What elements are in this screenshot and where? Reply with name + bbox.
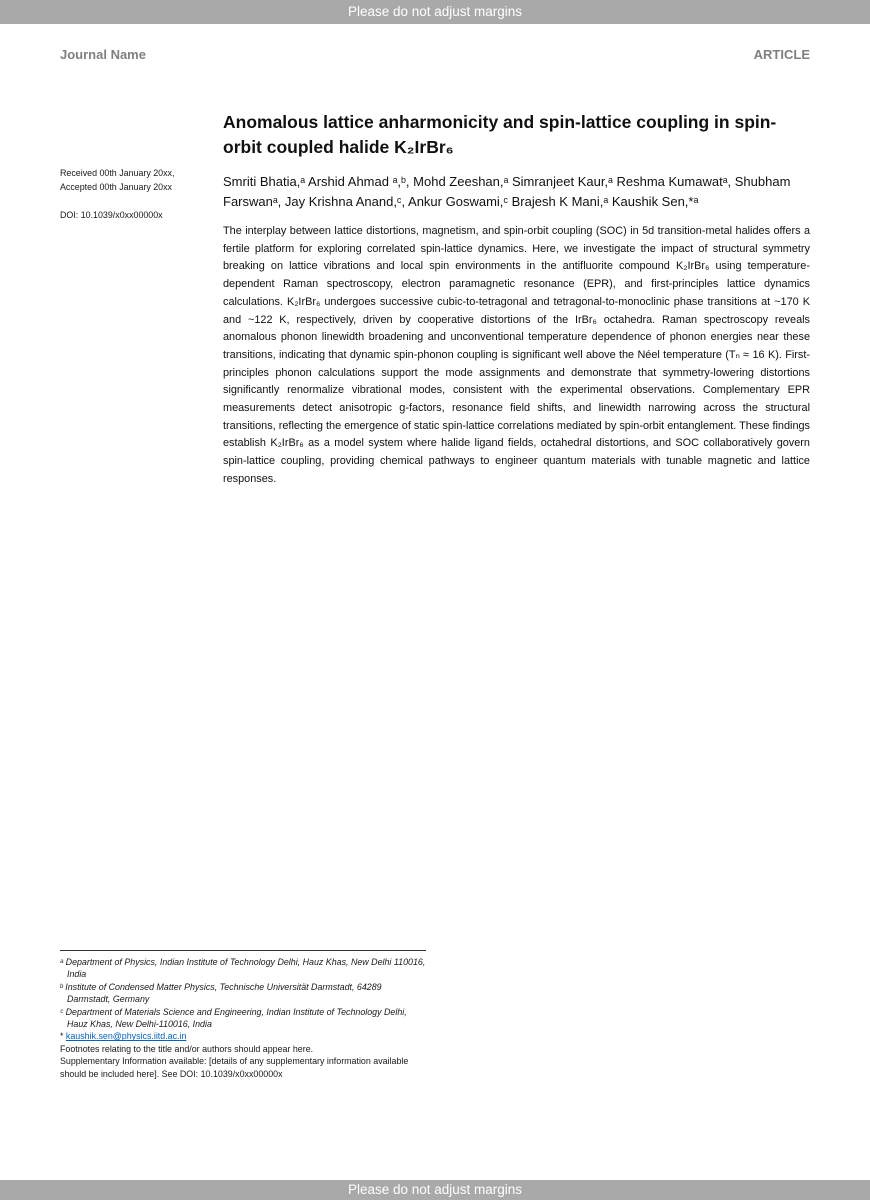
footnote-marker: * [60, 1031, 66, 1042]
affiliation-footnote [60, 981, 426, 1006]
supplementary-info-note: Supplementary Information available: [details of any supplementary information available should be included here]. See DOI: 10.1039/x0xx00000x [60, 1056, 409, 1079]
affiliation-footnote [60, 1006, 426, 1031]
top-margin-banner-text: Please do not adjust margins [347, 4, 523, 19]
corresponding-author-footnote [60, 1030, 426, 1042]
article-main-column [223, 110, 810, 489]
footnote-marker: ᵇ [60, 981, 63, 992]
page-header [60, 47, 810, 62]
affiliation-text: Department of Physics, Indian Institute of Technology Delhi, Hauz Khas, New Delhi 110016, India [63, 957, 426, 980]
corresponding-author-email-link[interactable]: kaushik.sen@physics.iitd.ac.in [65, 1031, 187, 1042]
accepted-date: Accepted 00th January 20xx [60, 181, 172, 192]
paper-title: Anomalous lattice anharmonicity and spin-lattice coupling in spin-orbit coupled halide K₂IrBr₆ [223, 112, 777, 157]
top-margin-banner [0, 0, 870, 24]
affiliation-text: Institute of Condensed Matter Physics, Technische Universität Darmstadt, 64289 Darmstadt, Germany [62, 981, 382, 1005]
abstract-text: The interplay between lattice distortions, magnetism, and spin-orbit coupling (SOC) in 5d transition-metal halides offers a fertile platform for exploring correlated spin-lattice dynamics. Here, we investigate the impact of structural symmetry breaking on lattice vibrations and local spin environments in the antifluorite compound K₂IrBr₆ using temperature-dependent Raman spectroscopy, electron paramagnetic resonance (EPR), and first-principles lattice dynamics calculations. K₂IrBr₆ undergoes successive cubic-to-tetragonal and tetragonal-to-monoclinic phase transitions at ~170 K and ~122 K, respectively, driven by cooperative distortions of the IrBr₆ octahedra. Raman spectroscopy reveals anomalous phonon linewidth broadening and unconventional temperature dependence of phonon energies near these transitions, indicating that dynamic spin-phonon coupling is significant well above the Néel temperature (Tₙ ≈ 16 K). First-principles phonon calculations support the mode assignments and demonstrate that symmetry-lowering distortions significantly renormalize vibrational modes, consistent with the experimental observations. Complementary EPR measurements detect anisotropic g-factors, resonance field shifts, and linewidth narrowing across the structural transitions, reflecting the emergence of static spin-lattice correlations mediated by spin-orbit entanglement. These findings establish K₂IrBr₆ as a model system where halide ligand fields, octahedral distortions, and SOC collaboratively govern spin-lattice coupling, providing chemical pathways to engineer quantum materials with tunable magnetic and lattice responses. [223, 225, 810, 485]
affiliation-text: Department of Materials Science and Engineering, Indian Institute of Technology Delhi, Hauz Khas, New Delhi-110016, India [63, 1006, 407, 1030]
footnote-marker: ᶜ [60, 1006, 64, 1017]
author-list: Smriti Bhatia,ᵃ Arshid Ahmad ᵃ,ᵇ, Mohd Zeeshan,ᵃ Simranjeet Kaur,ᵃ Reshma Kumawatᵃ, Shubham Farswanᵃ, Jay Krishna Anand,ᶜ, Ankur Goswami,ᶜ Brajesh K Mani,ᵃ Kaushik Sen,*ᵃ [223, 174, 791, 209]
footnote-note: Footnotes relating to the title and/or authors should appear here. [60, 1043, 314, 1054]
footnote-marker: ᵃ [60, 957, 64, 967]
article-label: ARTICLE [753, 47, 810, 62]
bottom-margin-banner [0, 1180, 870, 1200]
affiliation-footnote [60, 956, 426, 981]
received-date: Received 00th January 20xx, [60, 168, 175, 178]
doi: DOI: 10.1039/x0xx00000x [60, 210, 163, 220]
footnote-divider [60, 950, 426, 951]
bottom-margin-banner-text: Please do not adjust margins [347, 1182, 523, 1197]
journal-name: Journal Name [60, 47, 146, 62]
footnotes-section [60, 950, 426, 1080]
manuscript-history [60, 167, 225, 223]
